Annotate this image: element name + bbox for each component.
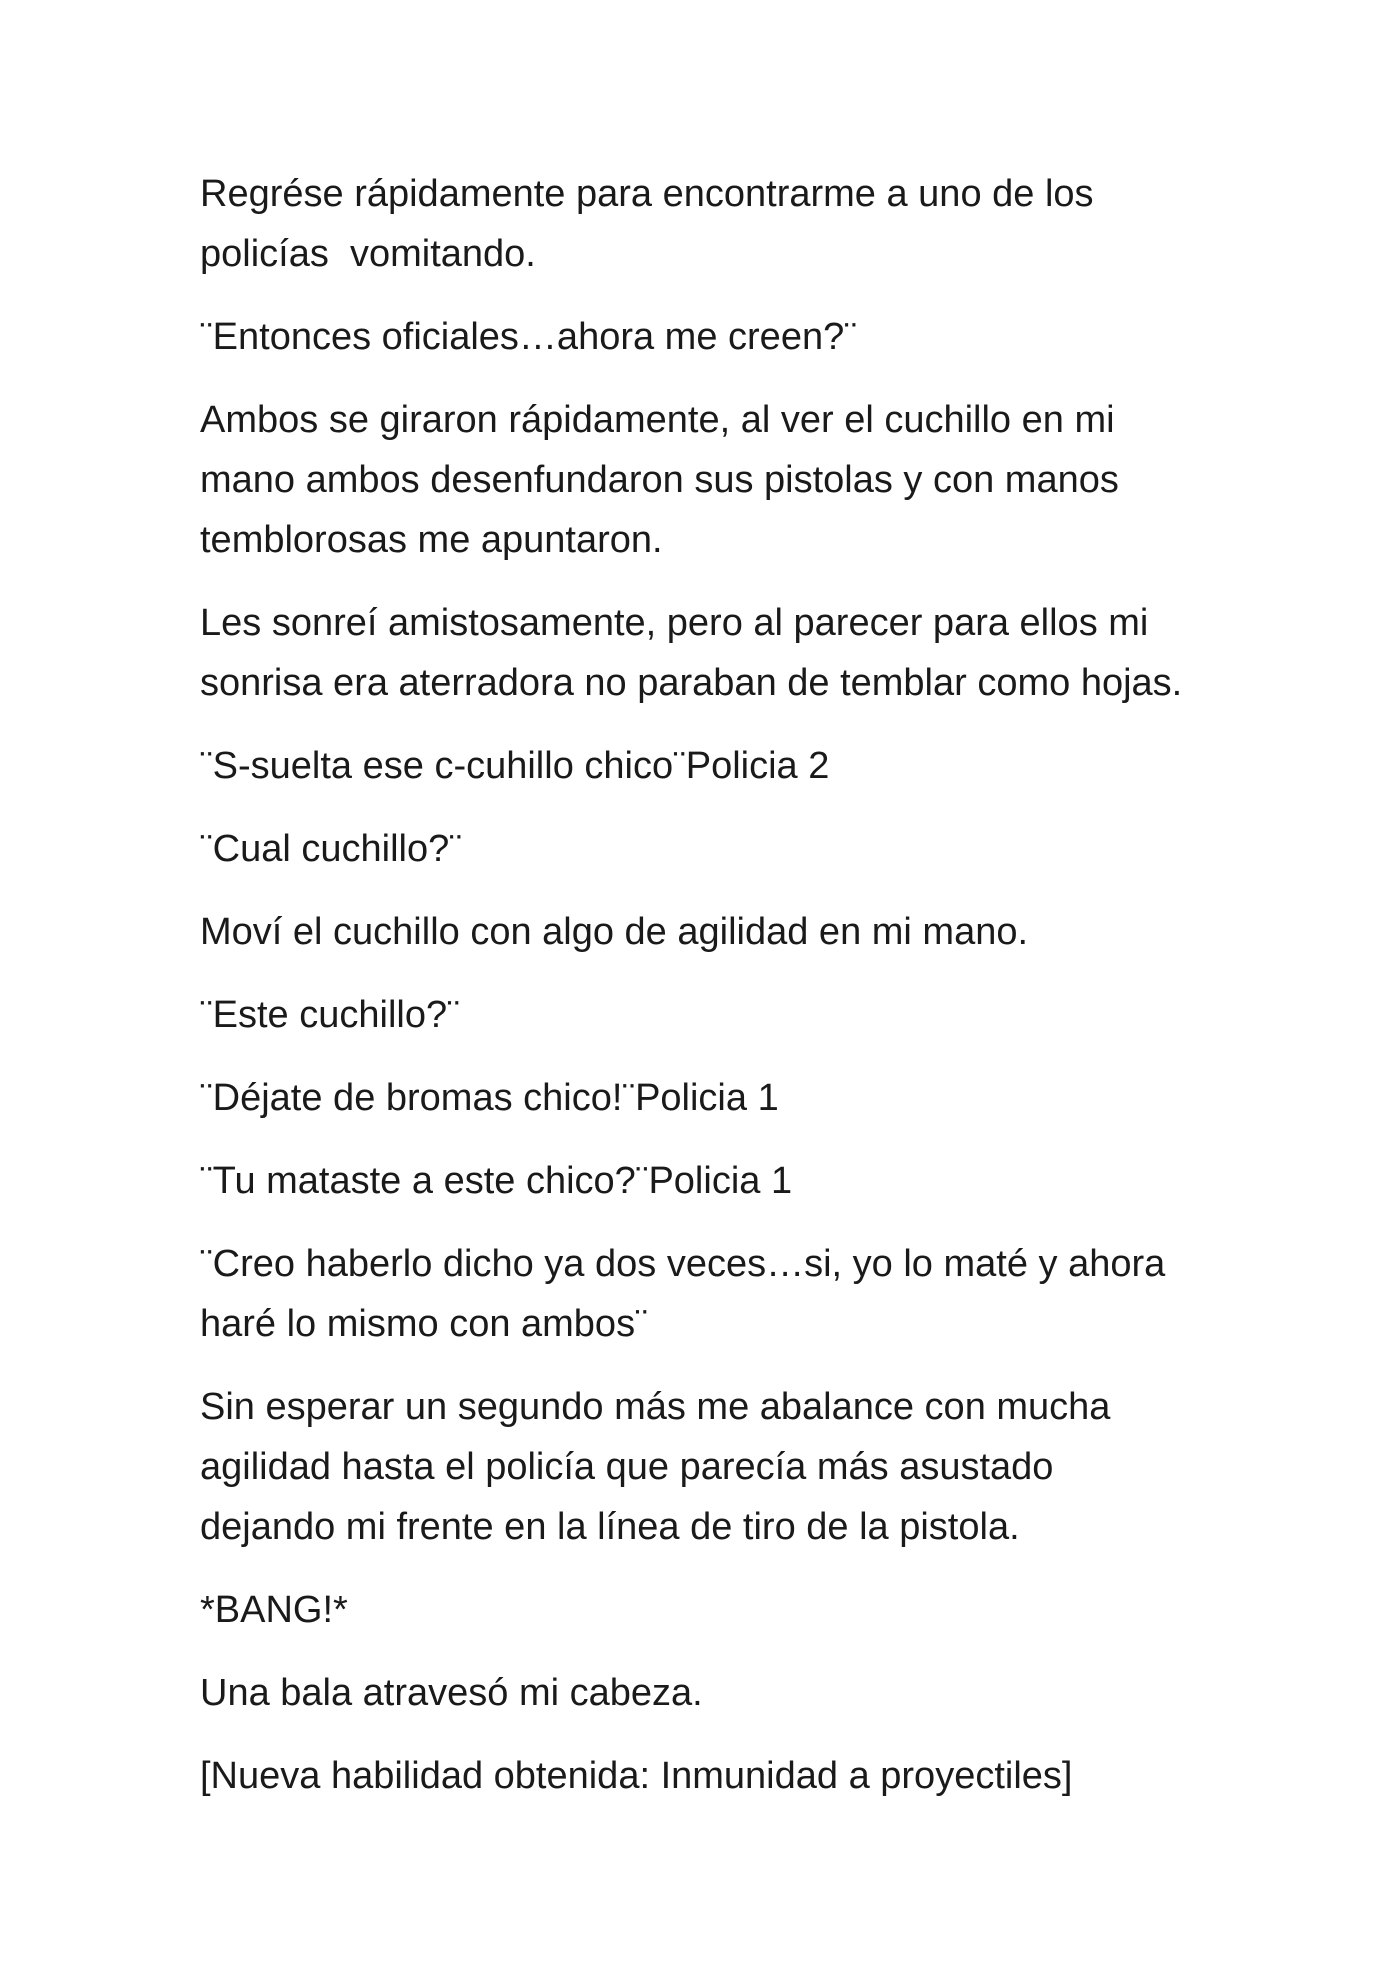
paragraph: ¨Cual cuchillo?¨ <box>200 828 462 870</box>
paragraph: [Nueva habilidad obtenida: Inmunidad a proyectiles] <box>200 1755 1073 1797</box>
paragraph: Una bala atravesó mi cabeza. <box>200 1672 703 1714</box>
paragraph: ¨Tu mataste a este chico?¨Policia 1 <box>200 1160 793 1202</box>
paragraph: ¨Entonces oficiales…ahora me creen?¨ <box>200 316 857 358</box>
paragraph: ¨Creo haberlo dicho ya dos veces…si, yo lo maté y ahora haré lo mismo con ambos¨ <box>200 1243 1166 1345</box>
paragraph: Sin esperar un segundo más me abalance con mucha agilidad hasta el policía que parecía más asustado dejando mi frente en la línea de tiro de la pistola. <box>200 1386 1111 1548</box>
paragraph: Les sonreí amistosamente, pero al parecer para ellos mi sonrisa era aterradora no paraban de temblar como hojas. <box>200 602 1183 704</box>
paragraph: ¨S-suelta ese c-cuhillo chico¨Policia 2 <box>200 745 830 787</box>
paragraph: Ambos se giraron rápidamente, al ver el cuchillo en mi mano ambos desenfundaron sus pistolas y con manos temblorosas me apuntaron. <box>200 399 1119 561</box>
document-body <box>200 164 1220 1829</box>
paragraph: Moví el cuchillo con algo de agilidad en mi mano. <box>200 911 1029 953</box>
paragraph: Regrése rápidamente para encontrarme a uno de los policías vomitando. <box>200 173 1094 275</box>
paragraph: *BANG!* <box>200 1589 348 1631</box>
paragraph: ¨Este cuchillo?¨ <box>200 994 460 1036</box>
paragraph: ¨Déjate de bromas chico!¨Policia 1 <box>200 1077 779 1119</box>
